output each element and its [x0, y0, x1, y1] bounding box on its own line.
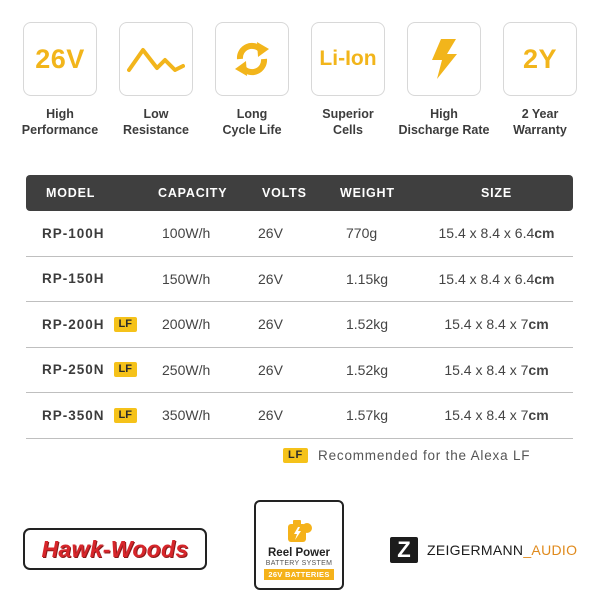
- warranty-badge-icon: 2Y: [522, 43, 558, 74]
- table-header: [26, 175, 573, 211]
- feature-label: Superior Cells: [322, 107, 374, 137]
- header-size: SIZE: [481, 186, 512, 200]
- feature-label: High Performance: [21, 107, 99, 137]
- capacity-cell: 150W/h: [162, 270, 211, 287]
- feature-label: 2 Year Warranty: [513, 107, 567, 137]
- volts-cell: 26V: [258, 316, 283, 333]
- zeigermann-audio-logo: Z ZEIGERMANN_AUDIO: [390, 537, 577, 563]
- table-row: [26, 302, 573, 348]
- voltage-badge-icon: 26V: [35, 43, 85, 74]
- size-cell: 15.4 x 8.4 x 6.4cm: [438, 270, 555, 287]
- lf-legend: [283, 448, 530, 463]
- spec-table: [26, 175, 573, 439]
- lf-badge: LF: [283, 448, 308, 463]
- volts-cell: 26V: [258, 270, 283, 287]
- model-name: RP-200H: [42, 316, 105, 332]
- lf-badge: LF: [114, 317, 137, 332]
- volts-cell: 26V: [258, 225, 283, 242]
- model-name: RP-150H: [42, 271, 105, 287]
- feature-icon-box: [119, 22, 193, 96]
- feature-label: Long Cycle Life: [222, 107, 282, 137]
- feature-superior-cells: [310, 22, 386, 138]
- feature-icon-box: [407, 22, 481, 96]
- size-cell: 15.4 x 8.4 x 7cm: [444, 361, 549, 378]
- feature-icon-box: [215, 22, 289, 96]
- weight-cell: 1.15kg: [346, 270, 389, 287]
- header-volts: VOLTS: [262, 186, 307, 200]
- weight-cell: 770g: [346, 225, 378, 242]
- hawk-woods-logo: Hawk-Woods: [23, 528, 207, 570]
- cycle-arrows-icon: [230, 37, 274, 81]
- battery-icon: [285, 518, 313, 544]
- weight-cell: 1.52kg: [346, 361, 389, 378]
- model-name: RP-250N: [42, 362, 105, 378]
- feature-icon-box: [503, 22, 577, 96]
- table-row: [26, 257, 573, 303]
- size-cell: 15.4 x 8.4 x 6.4cm: [438, 225, 555, 242]
- header-capacity: CAPACITY: [158, 186, 228, 200]
- zigzag-icon: [127, 42, 185, 76]
- capacity-cell: 200W/h: [162, 316, 211, 333]
- capacity-cell: 350W/h: [162, 407, 211, 424]
- table-row: [26, 211, 573, 257]
- volts-cell: 26V: [258, 407, 283, 424]
- model-name: RP-100H: [42, 225, 105, 241]
- li-ion-badge-icon: Li-Ion: [319, 47, 377, 70]
- weight-cell: 1.52kg: [346, 316, 389, 333]
- feature-low-resistance: [118, 22, 194, 138]
- header-weight: WEIGHT: [340, 186, 395, 200]
- feature-row: [22, 22, 578, 138]
- header-model: MODEL: [46, 186, 96, 200]
- legend-text: Recommended for the Alexa LF: [318, 448, 531, 463]
- feature-warranty: [502, 22, 578, 138]
- size-cell: 15.4 x 8.4 x 7cm: [444, 407, 549, 424]
- volts-cell: 26V: [258, 361, 283, 378]
- lf-badge: LF: [114, 408, 137, 423]
- table-row: [26, 348, 573, 394]
- zeigermann-mark-icon: Z: [390, 537, 418, 563]
- model-name: RP-350N: [42, 407, 105, 423]
- reel-power-logo: Reel Power BATTERY SYSTEM 26V BATTERIES: [254, 500, 344, 590]
- capacity-cell: 100W/h: [162, 225, 211, 242]
- feature-long-cycle-life: [214, 22, 290, 138]
- feature-icon-box: [23, 22, 97, 96]
- feature-label: High Discharge Rate: [398, 107, 490, 137]
- feature-icon-box: [311, 22, 385, 96]
- feature-high-performance: [22, 22, 98, 138]
- weight-cell: 1.57kg: [346, 407, 389, 424]
- size-cell: 15.4 x 8.4 x 7cm: [444, 316, 549, 333]
- feature-high-discharge-rate: [398, 22, 490, 138]
- lightning-bolt-icon: [429, 38, 459, 80]
- feature-label: Low Resistance: [122, 107, 189, 137]
- lf-badge: LF: [114, 362, 137, 377]
- capacity-cell: 250W/h: [162, 361, 211, 378]
- table-row: [26, 393, 573, 439]
